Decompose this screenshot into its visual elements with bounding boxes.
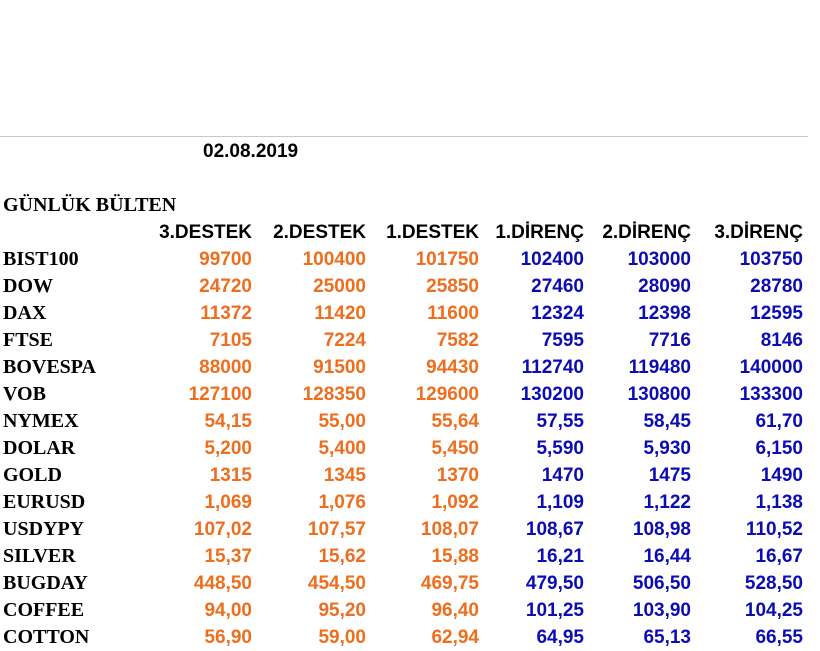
support-value: 101750 — [415, 249, 479, 270]
header-3-direnc: 3.DİRENÇ — [714, 222, 803, 243]
header-1-destek: 1.DESTEK — [386, 222, 479, 243]
resistance-value: 140000 — [739, 357, 803, 378]
support-value: 88000 — [199, 357, 252, 378]
support-value: 24720 — [199, 276, 252, 297]
instrument-name: COTTON — [3, 626, 90, 648]
resistance-value: 130800 — [627, 384, 691, 405]
support-value: 107,02 — [193, 519, 252, 540]
support-value: 127100 — [188, 384, 252, 405]
table-body — [0, 246, 820, 651]
instrument-name: FTSE — [3, 329, 54, 351]
resistance-value: 65,13 — [643, 627, 691, 648]
support-value: 5,200 — [204, 438, 252, 459]
resistance-value: 1,138 — [755, 492, 803, 513]
resistance-value: 103000 — [627, 249, 691, 270]
resistance-value: 27460 — [531, 276, 584, 297]
support-value: 25000 — [313, 276, 366, 297]
instrument-name: NYMEX — [3, 410, 79, 432]
resistance-value: 7716 — [648, 330, 691, 351]
resistance-value: 7595 — [541, 330, 584, 351]
resistance-value: 1470 — [541, 465, 584, 486]
support-value: 56,90 — [204, 627, 252, 648]
resistance-value: 506,50 — [632, 573, 691, 594]
resistance-value: 108,67 — [525, 519, 584, 540]
table-row — [0, 489, 820, 516]
support-value: 469,75 — [420, 573, 479, 594]
resistance-value: 12595 — [750, 303, 803, 324]
instrument-name: EURUSD — [3, 491, 86, 513]
support-value: 5,450 — [431, 438, 479, 459]
resistance-value: 12324 — [531, 303, 584, 324]
table-row — [0, 246, 820, 273]
support-value: 129600 — [415, 384, 479, 405]
support-value: 96,40 — [431, 600, 479, 621]
support-value: 55,00 — [318, 411, 366, 432]
instrument-name: COFFEE — [3, 599, 85, 621]
resistance-value: 12398 — [638, 303, 691, 324]
resistance-value: 1,122 — [643, 492, 691, 513]
table-row — [0, 381, 820, 408]
table-row — [0, 354, 820, 381]
instrument-name: SILVER — [3, 545, 76, 567]
support-value: 11600 — [427, 303, 479, 324]
resistance-value: 103750 — [739, 249, 803, 270]
support-value: 448,50 — [193, 573, 252, 594]
resistance-value: 528,50 — [744, 573, 803, 594]
resistance-value: 119480 — [628, 357, 691, 378]
table-row — [0, 327, 820, 354]
support-value: 7582 — [436, 330, 479, 351]
support-value: 1370 — [436, 465, 479, 486]
resistance-value: 16,67 — [755, 546, 803, 567]
resistance-value: 112740 — [521, 357, 584, 378]
support-value: 454,50 — [307, 573, 366, 594]
instrument-name: BIST100 — [3, 248, 79, 270]
resistance-value: 479,50 — [525, 573, 584, 594]
resistance-value: 101,25 — [525, 600, 584, 621]
resistance-value: 130200 — [520, 384, 584, 405]
instrument-name: DAX — [3, 302, 47, 324]
table-header-row — [0, 219, 820, 246]
support-value: 5,400 — [318, 438, 366, 459]
resistance-value: 28090 — [638, 276, 691, 297]
support-value: 94430 — [426, 357, 479, 378]
resistance-value: 16,44 — [643, 546, 691, 567]
resistance-value: 57,55 — [536, 411, 584, 432]
support-value: 100400 — [302, 249, 366, 270]
resistance-value: 103,90 — [632, 600, 691, 621]
support-value: 7224 — [323, 330, 366, 351]
support-value: 25850 — [426, 276, 479, 297]
header-2-direnc: 2.DİRENÇ — [602, 222, 691, 243]
table-row — [0, 570, 820, 597]
resistance-value: 28780 — [750, 276, 803, 297]
table-row — [0, 516, 820, 543]
support-value: 128350 — [302, 384, 366, 405]
table-row — [0, 624, 820, 651]
resistance-value: 61,70 — [755, 411, 803, 432]
support-value: 62,94 — [431, 627, 479, 648]
support-value: 7105 — [209, 330, 252, 351]
support-value: 108,07 — [420, 519, 479, 540]
instrument-name: DOW — [3, 275, 53, 297]
resistance-value: 104,25 — [744, 600, 803, 621]
resistance-value: 5,590 — [536, 438, 584, 459]
resistance-value: 1,109 — [536, 492, 584, 513]
support-value: 107,57 — [307, 519, 366, 540]
resistance-value: 6,150 — [755, 438, 803, 459]
table-row — [0, 435, 820, 462]
support-value: 1,092 — [431, 492, 479, 513]
support-value: 99700 — [199, 249, 252, 270]
support-value: 55,64 — [431, 411, 479, 432]
support-value: 95,20 — [318, 600, 366, 621]
table-row — [0, 300, 820, 327]
bulletin-title: GÜNLÜK BÜLTEN — [3, 194, 177, 216]
table-row — [0, 543, 820, 570]
instrument-name: BUGDAY — [3, 572, 88, 594]
support-value: 1,076 — [318, 492, 366, 513]
resistance-value: 5,930 — [643, 438, 691, 459]
resistance-value: 16,21 — [536, 546, 584, 567]
instrument-name: VOB — [3, 383, 46, 405]
support-value: 54,15 — [204, 411, 252, 432]
table-row — [0, 408, 820, 435]
support-value: 15,88 — [431, 546, 479, 567]
instrument-name: GOLD — [3, 464, 62, 486]
resistance-value: 64,95 — [536, 627, 584, 648]
header-2-destek: 2.DESTEK — [273, 222, 366, 243]
levels-table — [0, 219, 820, 651]
resistance-value: 58,45 — [643, 411, 691, 432]
support-value: 1315 — [209, 465, 252, 486]
resistance-value: 1490 — [760, 465, 803, 486]
bulletin-date: 02.08.2019 — [203, 141, 299, 162]
support-value: 11372 — [200, 303, 252, 324]
table-row — [0, 597, 820, 624]
resistance-value: 133300 — [739, 384, 803, 405]
resistance-value: 8146 — [760, 330, 803, 351]
support-value: 1345 — [323, 465, 366, 486]
resistance-value: 108,98 — [632, 519, 691, 540]
resistance-value: 110,52 — [745, 519, 803, 540]
table-row — [0, 273, 820, 300]
resistance-value: 66,55 — [755, 627, 803, 648]
support-value: 59,00 — [318, 627, 366, 648]
support-value: 94,00 — [204, 600, 252, 621]
header-1-direnc: 1.DİRENÇ — [495, 222, 584, 243]
resistance-value: 102400 — [520, 249, 584, 270]
instrument-name: BOVESPA — [3, 356, 96, 378]
support-value: 91500 — [313, 357, 366, 378]
instrument-name: USDYPY — [3, 518, 85, 540]
instrument-name: DOLAR — [3, 437, 76, 459]
header-3-destek: 3.DESTEK — [159, 222, 252, 243]
table-row — [0, 462, 820, 489]
support-value: 15,62 — [318, 546, 366, 567]
support-value: 15,37 — [204, 546, 252, 567]
resistance-value: 1475 — [648, 465, 691, 486]
top-divider — [0, 136, 808, 137]
support-value: 1,069 — [204, 492, 252, 513]
support-value: 11420 — [314, 303, 366, 324]
